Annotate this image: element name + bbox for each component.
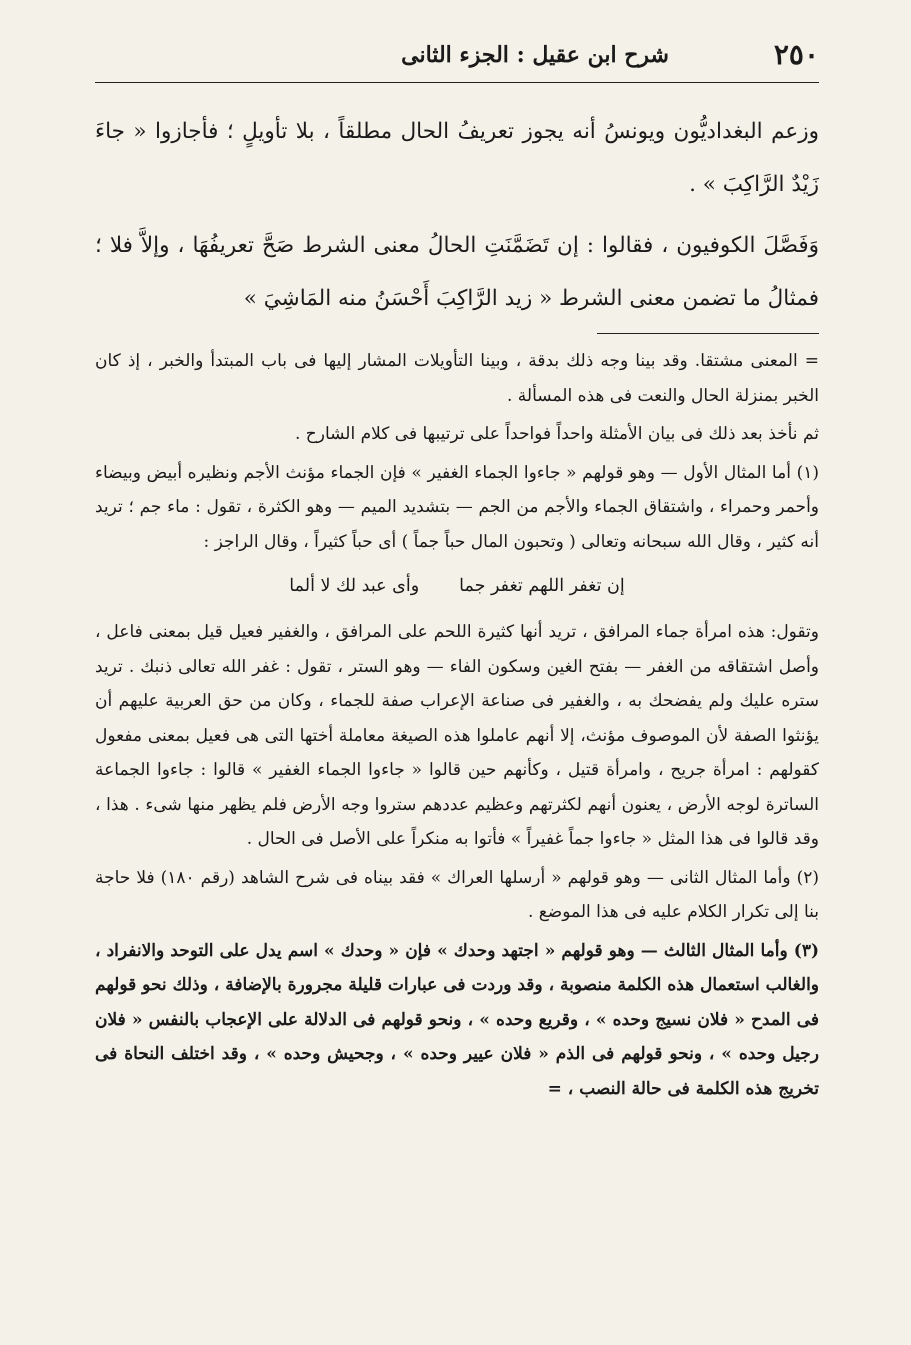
verse-hemistich-left: وأى عبد لك لا ألما xyxy=(289,576,420,596)
footnote-paragraph: (١) أما المثال الأول — وهو قولهم « جاءوا الجماء الغفير » فإن الجماء مؤنث الأجم ونظيره أبيض وبيضاء وأحمر وحمراء ، واشتقاق الجماء والأجم من الجم — بتشديد الميم — وهو الكثرة ، تقول : ماء جم ؛ تريد أنه كثير ، وقال الله سبحانه وتعالى ( وتحبون المال حباً جماً ) أى حباً كثيراً ، وقال الراجز : xyxy=(95,462,819,552)
footnote-paragraph: = المعنى مشتقا. وقد بينا وجه ذلك بدقة ، وبينا التأويلات المشار إليها فى باب المبتدأ والخبر ، إذ كان الخبر بمنزلة الحال والنعت فى هذه المسألة . xyxy=(95,351,819,406)
main-text xyxy=(95,105,819,325)
main-paragraph: وَفَصَّلَ الكوفيون ، فقالوا : إن تَضَمَّنَتِ الحالُ معنى الشرط صَحَّ تعريفُهَا ، وإلاَّ فلا ؛ فمثالُ ما تضمن معنى الشرط « زيد الرَّاكِبَ أَحْسَنُ منه المَاشِيَ » xyxy=(95,233,819,311)
footnote-paragraph: ثم نأخذ بعد ذلك فى بيان الأمثلة واحداً فواحداً على ترتيبها فى كلام الشارح . xyxy=(294,424,819,444)
verse xyxy=(95,567,819,605)
page-number: ٢٥٠ xyxy=(773,38,819,71)
footnotes xyxy=(95,344,819,1106)
footnote-paragraph-bold: (٣) وأما المثال الثالث — وهو قولهم « اجتهد وحدك » فإن « وحدك » اسم يدل على التوحد والانفراد ، والغالب استعمال هذه الكلمة منصوبة ، وقد وردت فى عبارات قليلة مجرورة بالإضافة ، وذلك نحو قولهم فى المدح « فلان نسيج وحده » ، وقريع وحده » ، ونحو قولهم فى الدلالة على الإعجاب بالنفس « فلان رجيل وحده » ، ونحو قولهم فى الذم « فلان عيير وحده » ، وجحيش وحده » ، وقد اختلف النحاة فى تخريج هذه الكلمة فى حالة النصب ، = xyxy=(95,940,819,1099)
footnote-paragraph: (٢) وأما المثال الثانى — وهو قولهم « أرسلها العراك » فقد بيناه فى شرح الشاهد (رقم ١٨٠) فلا حاجة بنا إلى تكرار الكلام عليه فى هذا الموضع . xyxy=(95,867,819,922)
footnote-divider xyxy=(597,333,819,334)
verse-hemistich-right: إن تغفر اللهم تغفر جما xyxy=(459,576,625,596)
page-header xyxy=(95,30,819,83)
footnote-paragraph: وتقول: هذه امرأة جماء المرافق ، تريد أنها كثيرة اللحم على المرافق ، والغفير فعيل قيل بمعنى فاعل ، وأصل اشتقاقه من الغفر — بفتح الغين وسكون الفاء — وهو الستر ، تقول : غفر الله تعالى ذنبك . تريد ستره عليك ولم يفضحك به ، والغفير فى صناعة الإعراب صفة للجماء ، وكان من حق العربية عليهم أن يؤنثوا الصفة لأن الموصوف مؤنث، إلا أنهم عاملوا هذه الصيغة معاملة أختها التى هى فعيل بمعنى مفعول كقولهم : امرأة جريح ، وامرأة قتيل ، وكأنهم حين قالوا « جاءوا الجماء الغفير » قالوا : جاءوا الجماعة الساترة لوجه الأرض ، يعنون أنهم لكثرتهم وعظيم عددهم ستروا وجه الأرض فلم يظهر منها شىء . هذا ، وقد قالوا فى هذا المثل « جاءوا جماً غفيراً » فأتوا به منكراً على الأصل فى الحال . xyxy=(95,622,819,849)
running-title: شرح ابن عقيل : الجزء الثانى xyxy=(401,42,669,68)
main-paragraph: وزعم البغداديُّون ويونسُ أنه يجوز تعريفُ الحال مطلقاً ، بلا تأويلٍ ؛ فأجازوا « جاءَ زَيْدٌ الرَّاكِبَ » . xyxy=(95,119,819,197)
